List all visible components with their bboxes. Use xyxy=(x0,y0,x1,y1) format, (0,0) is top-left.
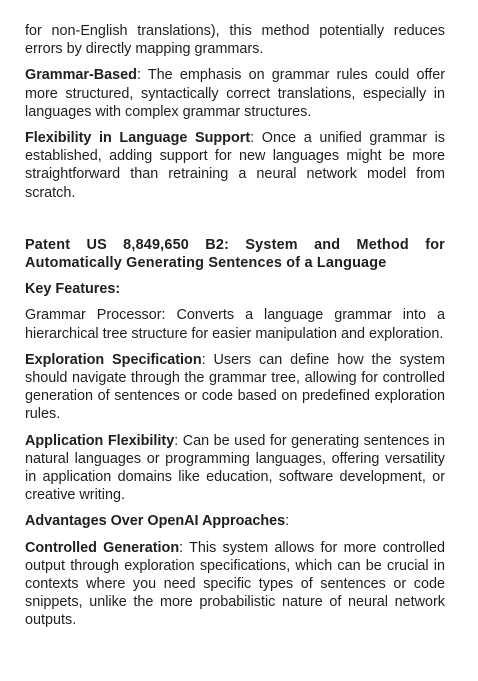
flexibility-language-label: Flexibility in Language Support xyxy=(25,130,251,147)
application-flex-label: Application Flexibility xyxy=(25,432,175,449)
document-page xyxy=(25,22,445,638)
exploration-spec-text: : Users can define how the system should navigate through the grammar tree, allowing for controlled generation of sentences or code based on predefined exploration rules. xyxy=(25,351,445,423)
grammar-based-paragraph xyxy=(25,66,445,121)
flexibility-language-paragraph xyxy=(25,129,445,202)
section-spacer xyxy=(25,210,445,236)
intro-text: for non-English translations), this method potentially reduces errors by directly mapping grammars. xyxy=(25,23,445,58)
exploration-spec-paragraph xyxy=(25,351,445,424)
grammar-processor-paragraph xyxy=(25,306,445,342)
grammar-based-label: Grammar-Based xyxy=(25,67,137,84)
flexibility-language-text: : Once a unified grammar is established, adding support for new languages might be more straightforward than retraining a neural network model from scratch. xyxy=(25,130,445,201)
grammar-based-text: : The emphasis on grammar rules could offer more structured, syntactically correct translations, especially in languages with complex grammar structures. xyxy=(25,67,445,120)
advantages-colon: : xyxy=(285,513,290,530)
grammar-processor-text: Grammar Processor: Converts a language grammar into a hierarchical tree structure for easier manipulation and exploration. xyxy=(25,307,445,342)
application-flex-paragraph xyxy=(25,432,445,505)
advantages-heading xyxy=(25,512,445,530)
advantages-label: Advantages Over OpenAI Approaches xyxy=(25,513,286,530)
application-flex-text: : Can be used for generating sentences in natural languages or programming languages, offering versatility in application domains like education, software development, or creative writing. xyxy=(25,432,445,504)
controlled-generation-text: : This system allows for more controlled output through exploration specifications, which can be crucial in contexts where you need specific types of sentences or code snippets, unlike the more probabilistic nature of neural network outputs. xyxy=(25,539,445,629)
key-features-label: Key Features: xyxy=(25,281,121,298)
key-features-heading xyxy=(25,280,445,298)
patent-title: Patent US 8,849,650 B2: System and Method for Automatically Generating Sentences of a Language xyxy=(25,236,445,272)
controlled-generation-paragraph xyxy=(25,539,445,630)
intro-paragraph xyxy=(25,22,445,58)
controlled-generation-label: Controlled Generation xyxy=(25,539,180,556)
exploration-spec-label: Exploration Specification xyxy=(25,351,202,368)
